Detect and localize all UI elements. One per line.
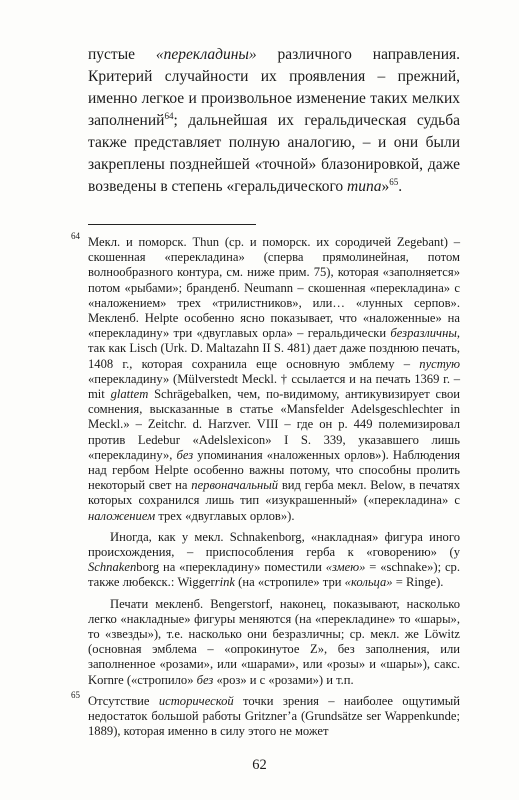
footnote-text: Отсутствие bbox=[88, 693, 159, 708]
footnote-italic: первоначальный bbox=[191, 478, 279, 493]
footnote-text: Иногда, как у мекл. Schnakenborg, «накладная» фигура иного происхождения, – приспособления герба к «говорению» (у bbox=[88, 529, 460, 560]
footnote-text: «перекладину» (Mülverstedt Meckl. † ссылается и на печать 1369 г. – mit bbox=[88, 371, 460, 402]
footnote-text: Печати мекленб. Bengerstorf, наконец, показывают, насколько легко «накладные» фигуры меняются (на «перекладине» то «шары», то «звезды»), т.е. насколько они безразличны; ср. мекл. же Löwitz (основная эмблема – «опрокинутое Z», без заполнения, или заполненное «розами», или «шарами», или «розы» и «шары»), сакс. Kornre («стропило» bbox=[88, 596, 460, 687]
footnote-italic: без bbox=[176, 447, 194, 462]
main-text: . bbox=[398, 178, 403, 195]
page-content bbox=[71, 44, 461, 740]
footnote-separator bbox=[88, 224, 256, 225]
main-paragraph bbox=[88, 44, 460, 198]
footnote-italic: Schnaken bbox=[88, 560, 137, 575]
footnote-italic: без bbox=[196, 672, 214, 687]
footnote-ref-65: 65 bbox=[389, 176, 399, 187]
footnote-italic: наложением bbox=[88, 508, 156, 523]
footnote-italic: исторической bbox=[158, 693, 234, 708]
page-number: 62 bbox=[252, 757, 267, 773]
footnote-text: Schrägebalken, чем, по-видимому, антикувизирует свои сомнения, высказанные в статье «Mansfelder Adelsgeschlechter in Meckl.» – Zeitchr. d. Harzver. VIII – где он р. 449 полемизировал против Ledebur «Adelslexicon» I S. 339, указавшего лишь «перекладину», bbox=[88, 387, 460, 462]
footnote-text: «роз» и с «розами») и т.п. bbox=[213, 672, 354, 687]
footnote-64-paragraph-2 bbox=[88, 530, 460, 591]
footnote-italic: rink bbox=[214, 575, 236, 590]
footnote-65 bbox=[71, 689, 460, 740]
footnote-ref-64: 64 bbox=[164, 110, 174, 121]
footnote-number: 65 bbox=[71, 689, 80, 700]
footnote-text: упоминания «наложенных орлов»). Наблюдения над гербом Helpte особенно важны потому, что способны пролить некоторый свет на bbox=[88, 447, 460, 493]
footnote-text: точки зрения – наиболее ощутимый недостаток большой работы Gritzner’a (Grundsätze ser Wappenkunde; 1889), которая именно в силу этого не может bbox=[88, 693, 460, 739]
footnote-italic: «кольца» bbox=[344, 575, 393, 590]
footnote-64-paragraph-3 bbox=[88, 597, 460, 688]
main-text: различного направления. Критерий случайности их проявления – прежний, именно легкое и произвольное изменение таких мелких заполнений bbox=[88, 46, 460, 129]
footnote-text: (на «стропиле» три bbox=[235, 575, 345, 590]
footnote-text: borg на «перекладину» поместили bbox=[136, 560, 326, 575]
footnote-italic: «змею» bbox=[325, 560, 366, 575]
footnote-text: , так как Lisch (Urk. D. Maltazahn II S. 481) дает даже позднюю печать, 1408 г., которая сохранила еще основную эмблему – bbox=[88, 326, 460, 371]
footnote-text: Мекл. и поморск. Thun (ср. и поморск. их сородичей Zegebant) – скошенная «перекладина» (сперва прямолинейная, потом волнообразного контура, см. ниже прим. 75), которая «заполняется» потом «рыбами»; бранденб. Neumann – скошенная «перекладина» с «наложением» трех «трилистников», или… «лунных серпов». Мекленб. Helpte особенно ясно показывает, что «наложенные» на «перекладину» три «двуглавых орла» – геральдически bbox=[88, 235, 460, 341]
main-text: ; дальнейшая их геральдическая судьба также представляет полную аналогию, – и они были закреплены позднейшей «точной» блазонировкой, даже возведены в степень «геральдического bbox=[88, 112, 460, 195]
footnote-64 bbox=[71, 231, 460, 524]
main-italic: типа bbox=[347, 178, 382, 195]
main-text: пустые bbox=[88, 46, 156, 63]
footnote-italic: glattem bbox=[110, 387, 149, 402]
footnote-number: 64 bbox=[71, 231, 80, 241]
footnote-text: = Ringe). bbox=[392, 575, 444, 590]
footnote-text: = «schnake»); ср. также любекск.: Wigger bbox=[88, 560, 461, 590]
footnote-italic: пустую bbox=[419, 356, 460, 371]
footnote-text: трех «двуглавых орлов»). bbox=[155, 508, 295, 523]
footnote-italic: безразличны bbox=[390, 326, 457, 341]
footnote-text: вид герба мекл. Below, в печатях которых сохранился лишь тип «изукрашенный» («перекладина» с bbox=[88, 478, 460, 508]
main-text: » bbox=[381, 178, 390, 195]
main-italic: «перекладины» bbox=[155, 46, 257, 63]
